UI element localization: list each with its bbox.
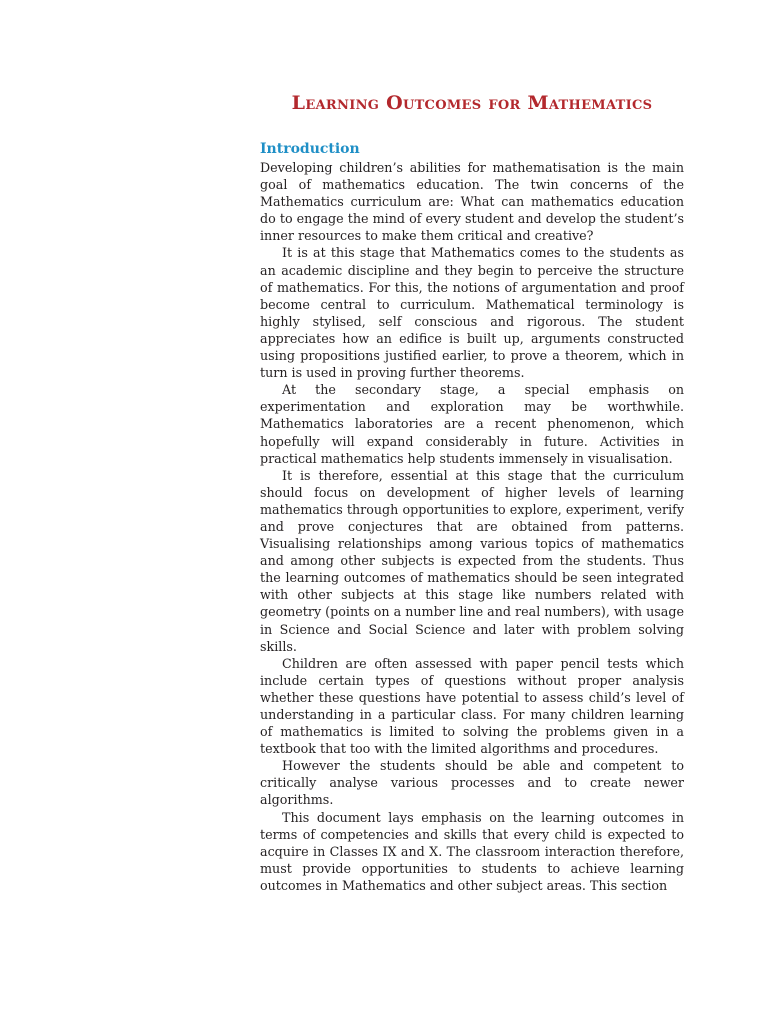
paragraph: It is therefore, essential at this stage that the curriculum should focus on development of higher levels of learning mathematics through opportunities to explore, experiment, verify and prove conjectures that are obtained from patterns. Visualising relationships among various topics of mathematics and among other subjects is expected from the students. Thus the learning outcomes of mathematics should be seen integrated with other subjects at this stage like numbers related with geometry (points on a number line and real numbers), with usage in Science and Social Science and later with problem solving skills. bbox=[260, 467, 684, 654]
paragraph: Children are often assessed with paper pencil tests which include certain types of questions without proper analysis whether these questions have potential to assess child’s level of understanding in a particular class. For many children learning of mathematics is limited to solving the problems given in a textbook that too with the limited algorithms and procedures. bbox=[260, 655, 684, 757]
paragraph: However the students should be able and competent to critically analyse various processes and to create newer algorithms. bbox=[260, 758, 684, 808]
body-text bbox=[260, 159, 684, 894]
paragraph: It is at this stage that Mathematics comes to the students as an academic discipline and they begin to perceive the structure of mathematics. For this, the notions of argumentation and proof become central to curriculum. Mathematical terminology is highly stylised, self conscious and rigorous. The student appreciates how an edifice is built up, arguments constructed using propositions justified earlier, to prove a theorem, which in turn is used in proving further theorems. bbox=[260, 245, 684, 381]
page-title bbox=[260, 91, 684, 115]
page-title-text: Learning Outcomes for Mathematics bbox=[291, 92, 653, 114]
paragraph: At the secondary stage, a special emphasis on experimentation and exploration may be worthwhile. Mathematics laboratories are a recent phenomenon, which hopefully will expand considerably in future. Activities in practical mathematics help students immensely in visualisation. bbox=[260, 382, 684, 466]
paragraph: This document lays emphasis on the learning outcomes in terms of competencies and skills that every child is expected to acquire in Classes IX and X. The classroom interaction therefore, must provide opportunities to students to achieve learning outcomes in Mathematics and other subject areas. This section bbox=[260, 809, 684, 893]
paragraph: Developing children’s abilities for mathematisation is the main goal of mathematics education. The twin concerns of the Mathematics curriculum are: What can mathematics education do to engage the mind of every student and develop the student’s inner resources to make them critical and creative? bbox=[260, 160, 684, 244]
section-heading: Introduction bbox=[260, 141, 360, 157]
